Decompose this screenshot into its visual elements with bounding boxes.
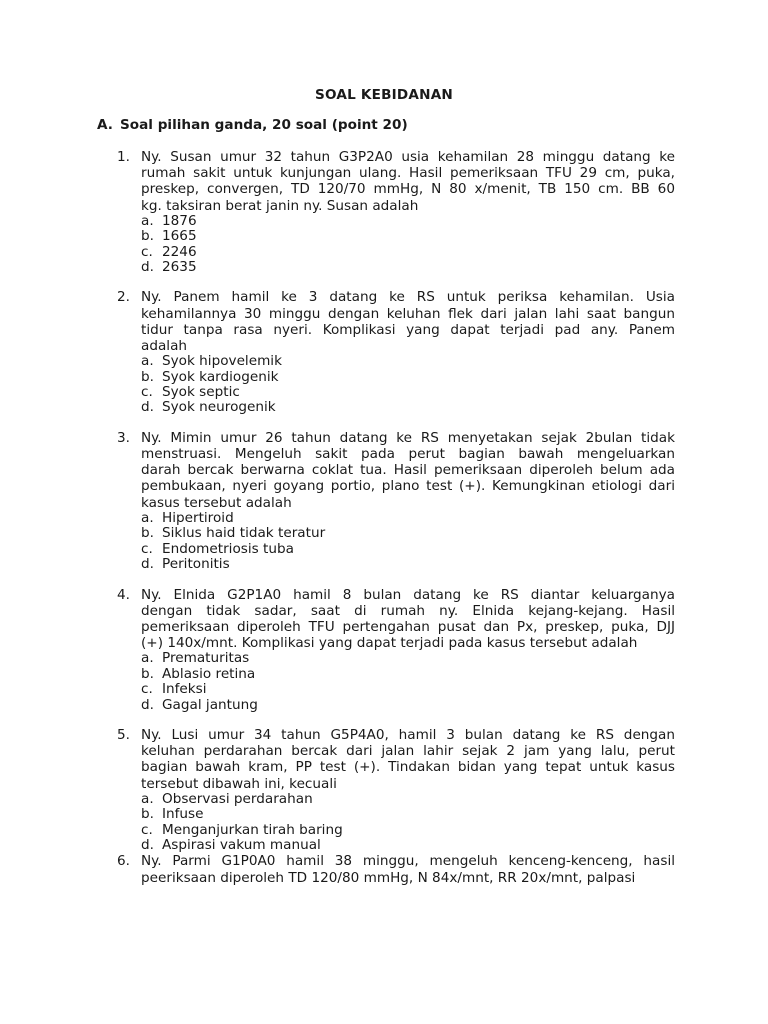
answer-option: [141, 526, 768, 541]
answer-option: [141, 682, 768, 697]
question-text-line: Ny. Mimin umur 26 tahun datang ke RS menyetakan sejak 2bulan tidak: [141, 429, 675, 446]
option-letter: b.: [141, 228, 154, 245]
question-text-line: preskep, convergen, TD 120/70 mmHg, N 80 x/menit, TB 150 cm. BB 60: [141, 181, 675, 198]
answer-options: [141, 511, 768, 573]
question-text-line: (+) 140x/mnt. Komplikasi yang dapat terjadi pada kasus tersebut adalah: [141, 635, 638, 652]
option-text: Endometriosis tuba: [162, 540, 294, 557]
question-item: [0, 587, 768, 713]
answer-option: [141, 370, 768, 385]
question-text-line: Ny. Lusi umur 34 tahun G5P4A0, hamil 3 bulan datang ke RS dengan: [141, 726, 675, 743]
question-text-line: tidur tanpa rasa nyeri. Komplikasi yang dapat terjadi pad any. Panem: [141, 321, 675, 338]
option-text: Syok hipovelemik: [162, 353, 282, 370]
option-text: Siklus haid tidak teratur: [162, 525, 326, 542]
question-text-line: Ny. Susan umur 32 tahun G3P2A0 usia kehamilan 28 minggu datang ke: [141, 149, 675, 165]
question-text: [141, 289, 675, 354]
option-letter: d.: [141, 696, 154, 713]
answer-option: [141, 511, 768, 526]
question-text: [141, 853, 675, 885]
option-text: Syok septic: [162, 384, 240, 401]
question-number: 3.: [117, 429, 130, 446]
question-text-line: dengan tidak sadar, saat di rumah ny. Elnida kejang-kejang. Hasil: [141, 602, 675, 619]
option-letter: d.: [141, 836, 154, 853]
question-item: [0, 149, 768, 275]
option-letter: a.: [141, 790, 154, 807]
question-item: [0, 289, 768, 415]
answer-option: [141, 807, 768, 822]
question-text-line: pembukaan, nyeri goyang portio, plano test (+). Kemungkinan etiologi dari: [141, 478, 675, 495]
question-text-line: kg. taksiran berat janin ny. Susan adalah: [141, 197, 419, 214]
option-text: Hipertiroid: [162, 509, 234, 526]
question-item: [0, 853, 768, 885]
question-list: [0, 149, 768, 900]
option-text: Observasi perdarahan: [162, 790, 313, 807]
section-heading: [97, 117, 408, 133]
option-letter: b.: [141, 806, 154, 823]
answer-options: [141, 214, 768, 276]
question-text-line: Ny. Parmi G1P0A0 hamil 38 minggu, mengeluh kenceng-kenceng, hasil: [141, 853, 675, 870]
question-text-line: kehamilannya 30 minggu dengan keluhan flek dari jalan lahi saat bangun: [141, 305, 675, 322]
answer-options: [141, 651, 768, 713]
question-number: 2.: [117, 289, 130, 306]
question-text-line: pemeriksaan diperoleh TFU pertengahan pusat dan Px, preskep, puka, DJJ: [141, 618, 675, 635]
option-text: Aspirasi vakum manual: [162, 836, 321, 853]
option-letter: c.: [141, 821, 153, 838]
question-text: [141, 727, 675, 792]
question-text-line: Ny. Elnida G2P1A0 hamil 8 bulan datang ke RS diantar keluarganya: [141, 586, 675, 603]
question-text-line: tersebut dibawah ini, kecuali: [141, 775, 337, 792]
option-letter: c.: [141, 384, 153, 401]
option-letter: a.: [141, 650, 154, 667]
option-letter: a.: [141, 212, 154, 229]
answer-option: [141, 400, 768, 415]
option-letter: c.: [141, 681, 153, 698]
question-text: [141, 587, 675, 652]
question-number: 5.: [117, 726, 130, 743]
option-text: 1665: [162, 228, 197, 245]
question-item: [0, 430, 768, 573]
option-text: Menganjurkan tirah baring: [162, 821, 343, 838]
answer-option: [141, 557, 768, 572]
answer-option: [141, 792, 768, 807]
section-heading-text: Soal pilihan ganda, 20 soal (point 20): [120, 117, 408, 133]
question-item: [0, 727, 768, 853]
question-text: [141, 430, 675, 511]
option-text: 2246: [162, 243, 197, 260]
question-text: [141, 149, 675, 214]
question-number: 1.: [117, 149, 130, 165]
question-text-line: rumah sakit untuk kunjungan ulang. Hasil pemeriksaan TFU 29 cm, puka,: [141, 165, 675, 182]
answer-option: [141, 667, 768, 682]
answer-option: [141, 229, 768, 244]
question-text-line: peeriksaan diperoleh TD 120/80 mmHg, N 84x/mnt, RR 20x/mnt, palpasi: [141, 869, 636, 886]
answer-option: [141, 823, 768, 838]
document-title: SOAL KEBIDANAN: [314, 87, 453, 103]
answer-option: [141, 214, 768, 229]
option-text: Infuse: [162, 806, 204, 823]
option-text: Syok neurogenik: [162, 399, 276, 416]
question-number: 4.: [117, 586, 130, 603]
answer-options: [141, 792, 768, 854]
option-text: Gagal jantung: [162, 696, 258, 713]
option-letter: d.: [141, 259, 154, 276]
answer-option: [141, 838, 768, 853]
option-letter: a.: [141, 509, 154, 526]
option-text: 1876: [162, 212, 197, 229]
option-text: Prematuritas: [162, 650, 250, 667]
option-letter: c.: [141, 540, 153, 557]
question-text-line: darah bercak berwarna coklat tua. Hasil pemeriksaan diperoleh belum ada: [141, 462, 675, 479]
question-text-line: menstruasi. Mengeluh sakit pada perut bagian bawah mengeluarkan: [141, 446, 675, 463]
option-text: Syok kardiogenik: [162, 368, 279, 385]
question-text-line: bagian bawah kram, PP test (+). Tindakan bidan yang tepat untuk kasus: [141, 759, 675, 776]
answer-options: [141, 354, 768, 416]
option-letter: b.: [141, 368, 154, 385]
question-text-line: keluhan perdarahan bercak dari jalan lahir sejak 2 jam yang lalu, perut: [141, 743, 675, 760]
answer-option: [141, 651, 768, 666]
option-text: Infeksi: [162, 681, 207, 698]
option-letter: d.: [141, 556, 154, 573]
option-text: Peritonitis: [162, 556, 230, 573]
option-letter: b.: [141, 665, 154, 682]
option-text: Ablasio retina: [162, 665, 256, 682]
answer-option: [141, 542, 768, 557]
question-number: 6.: [117, 853, 130, 870]
answer-option: [141, 385, 768, 400]
answer-option: [141, 245, 768, 260]
answer-option: [141, 698, 768, 713]
option-letter: b.: [141, 525, 154, 542]
option-letter: d.: [141, 399, 154, 416]
option-letter: c.: [141, 243, 153, 260]
option-letter: a.: [141, 353, 154, 370]
answer-option: [141, 354, 768, 369]
section-letter: A.: [97, 117, 113, 133]
option-text: 2635: [162, 259, 197, 276]
question-text-line: kasus tersebut adalah: [141, 494, 292, 511]
question-text-line: adalah: [141, 338, 188, 355]
answer-option: [141, 260, 768, 275]
question-text-line: Ny. Panem hamil ke 3 datang ke RS untuk periksa kehamilan. Usia: [141, 289, 675, 306]
